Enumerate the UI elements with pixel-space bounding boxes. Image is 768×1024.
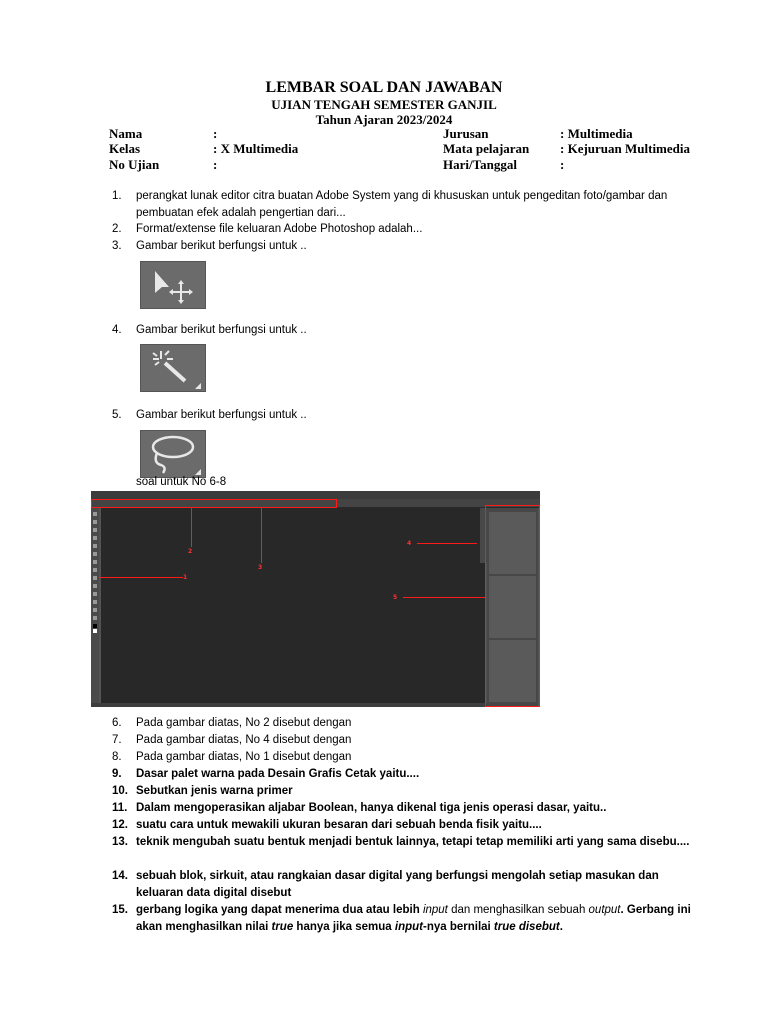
question-1: 1. perangkat lunak editor citra buatan Adobe System yang di khususkan untuk pengeditan foto/gambar dan pembuatan efek adalah pengertian dari... (112, 190, 668, 219)
kelas-value: : X Multimedia (213, 141, 299, 156)
annotation-label-2: 2 (188, 548, 193, 555)
mapel-value: : Kejuruan Multimedia (560, 141, 690, 156)
ps-tool-icon (93, 560, 97, 564)
question-9: 9. Dasar palet warna pada Desain Grafis Cetak yaitu.... (112, 768, 420, 780)
ps-tool-icon (93, 600, 97, 604)
question-13: 13. teknik mengubah suatu bentuk menjadi bentuk lainnya, tetapi tetap memiliki arti yang sama disebu.... (112, 836, 690, 848)
annotation-box-options (91, 499, 337, 508)
annotation-label-4: 4 (407, 540, 412, 547)
ps-tool-icon (93, 576, 97, 580)
noujian-value: : (213, 157, 218, 172)
ps-menubar (91, 491, 540, 499)
ps-tool-icon (93, 520, 97, 524)
question-11: 11. Dalam mengoperasikan aljabar Boolean, hanya dikenal tiga jenis operasi dasar, yaitu.. (112, 802, 607, 814)
ps-foreground-color (93, 624, 97, 628)
ps-toolbox (91, 508, 99, 703)
hari-label: Hari/Tanggal (443, 157, 517, 172)
ps-tool-icon (93, 544, 97, 548)
ps-tool-icon (93, 616, 97, 620)
photoshop-screenshot (91, 491, 540, 707)
kelas-label: Kelas (109, 141, 141, 156)
document-subtitle: UJIAN TENGAH SEMESTER GANJIL (271, 97, 497, 112)
ps-tool-icon (93, 568, 97, 572)
annotation-label-5: 5 (393, 594, 398, 601)
jurusan-label: Jurusan (443, 126, 489, 141)
annotation-line-2 (191, 507, 192, 547)
document-title: LEMBAR SOAL DAN JAWABAN (265, 79, 503, 96)
figure-caption: soal untuk No 6-8 (136, 476, 227, 488)
ps-workspace (101, 508, 485, 703)
jurusan-value: : Multimedia (560, 126, 633, 141)
ps-tool-icon (93, 536, 97, 540)
annotation-label-3: 3 (258, 564, 263, 571)
annotation-line-1 (99, 577, 183, 578)
ps-tool-icon (93, 592, 97, 596)
nama-value: : (213, 126, 218, 141)
hari-value: : (560, 157, 565, 172)
ps-tool-icon (93, 608, 97, 612)
question-10: 10. Sebutkan jenis warna primer (112, 785, 293, 797)
question-12: 12. suatu cara untuk mewakili ukuran besaran dari sebuah benda fisik yaitu.... (112, 819, 542, 831)
document-year: Tahun Ajaran 2023/2024 (315, 112, 453, 127)
annotation-line-4 (417, 543, 477, 544)
annotation-line-5 (403, 597, 485, 598)
ps-status-bar (91, 703, 487, 707)
question-7: 7. Pada gambar diatas, No 4 disebut dengan (112, 734, 352, 746)
lasso-icon (140, 430, 206, 478)
annotation-box-panels (485, 505, 540, 707)
ps-tool-icon (93, 528, 97, 532)
move-tool-icon (140, 261, 206, 309)
question-5: 5. Gambar berikut berfungsi untuk .. (112, 409, 307, 421)
question-2: 2. Format/extense file keluaran Adobe Photoshop adalah... (112, 223, 423, 235)
ps-background-color (93, 629, 97, 633)
nama-label: Nama (109, 126, 143, 141)
question-4: 4. Gambar berikut berfungsi untuk .. (112, 324, 307, 336)
mapel-label: Mata pelajaran (443, 141, 530, 156)
question-6: 6. Pada gambar diatas, No 2 disebut dengan (112, 717, 352, 729)
question-15-text: gerbang logika yang dapat menerima dua atau lebih input dan menghasilkan sebuah output. Gerbang ini akan menghasilkan nilai true hanya jika semua input-nya bernilai true disebut. (136, 904, 691, 933)
magic-wand-icon (140, 344, 206, 392)
annotation-line-3 (261, 507, 262, 563)
ps-tool-icon (93, 552, 97, 556)
question-3: 3. Gambar berikut berfungsi untuk .. (112, 240, 307, 252)
question-8: 8. Pada gambar diatas, No 1 disebut dengan (112, 751, 352, 763)
question-14: 14. sebuah blok, sirkuit, atau rangkaian dasar digital yang berfungsi mengolah setiap masukan dan keluaran data digital disebut (112, 870, 659, 899)
question-15: 15. gerbang logika yang dapat menerima dua atau lebih input dan menghasilkan sebuah output. Gerbang ini akan menghasilkan nilai true hanya jika semua input-nya bernilai true disebut. (112, 902, 692, 936)
ps-tool-icon (93, 512, 97, 516)
noujian-label: No Ujian (109, 157, 160, 172)
ps-tool-icon (93, 584, 97, 588)
annotation-label-1: 1 (183, 574, 188, 581)
